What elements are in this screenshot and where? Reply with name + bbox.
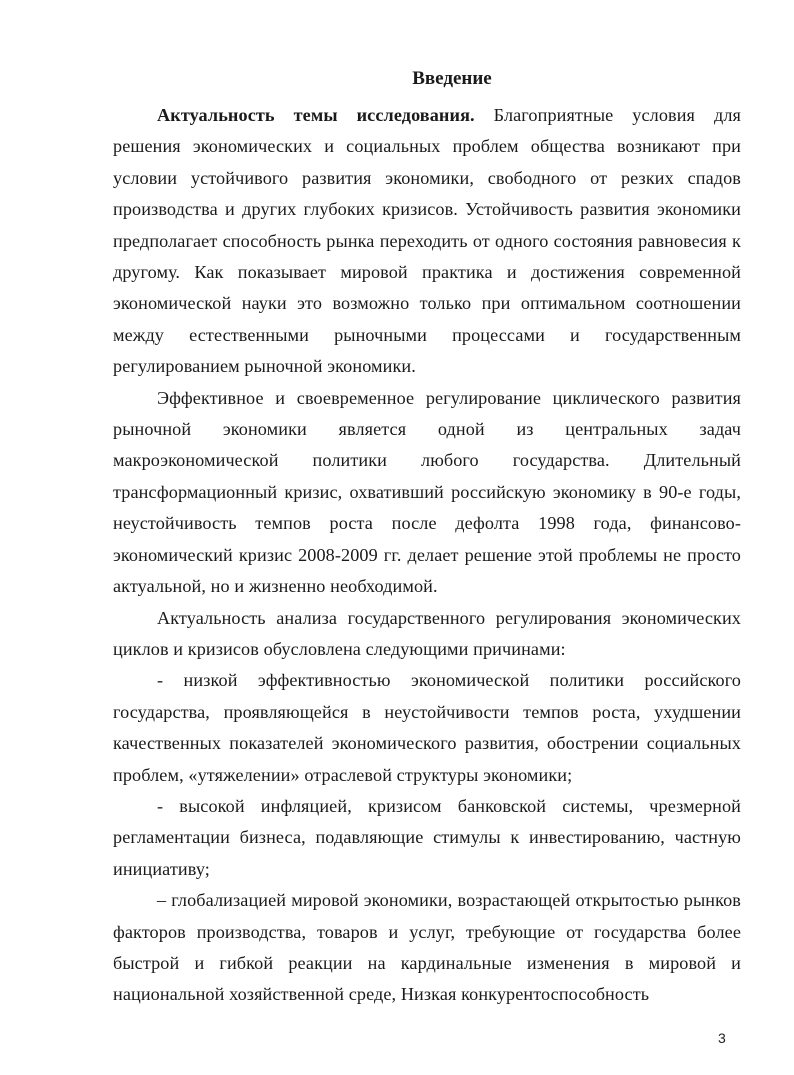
paragraph-reasons-intro: Актуальность анализа государственного регулирования экономических циклов и кризисов обусловлена следующими причинами: [113,607,741,659]
paragraph-regulation: Эффективное и своевременное регулирование циклического развития рыночной экономики является одной из центральных задач макроэкономической политики любого государства. Длительный трансформационный кризис, охвативший российскую экономику в 90-е годы, неустойчивость темпов роста после дефолта 1998 года, финансово-экономический кризис 2008-2009 гг. делает решение этой проблемы не просто актуальной, но и жизненно необходимой. [113,387,741,597]
body-text [113,100,741,1011]
page-title: Введение [412,68,492,89]
list-item-high-inflation: - высокой инфляцией, кризисом банковской системы, чрезмерной регламентации бизнеса, подавляющие стимулы к инвестированию, частную инициативу; [113,795,741,879]
paragraph-text: Благоприятные условия для решения экономических и социальных проблем общества возникают при условии устойчивого развития экономики, свободного от резких спадов производства и других глубоких кризисов. Устойчивость развития экономики предполагает способность рынка переходить от одного состояния равновесия к другому. Как показывает мировой практика и достижения современной экономической науки это возможно только при оптимальном соотношении между естественными рыночными процессами и государственным регулированием рыночной экономики. [113,105,742,377]
paragraph-relevance [113,100,741,383]
list-item-low-efficiency: - низкой эффективностью экономической политики российского государства, проявляющейся в неустойчивости темпов роста, ухудшении качественных показателей экономического развития, обострении социальных проблем, «утяжелении» отраслевой структуры экономики; [113,670,741,785]
list-item-globalization: – глобализацией мировой экономики, возрастающей открытостью рынков факторов производства, товаров и услуг, требующие от государства более быстрой и гибкой реакции на кардинальные изменения в мировой и национальной хозяйственной среде, Низкая конкурентоспособность [113,890,741,1005]
page-number: 3 [718,1030,726,1046]
paragraph-lead: Актуальность темы исследования. [157,105,475,125]
